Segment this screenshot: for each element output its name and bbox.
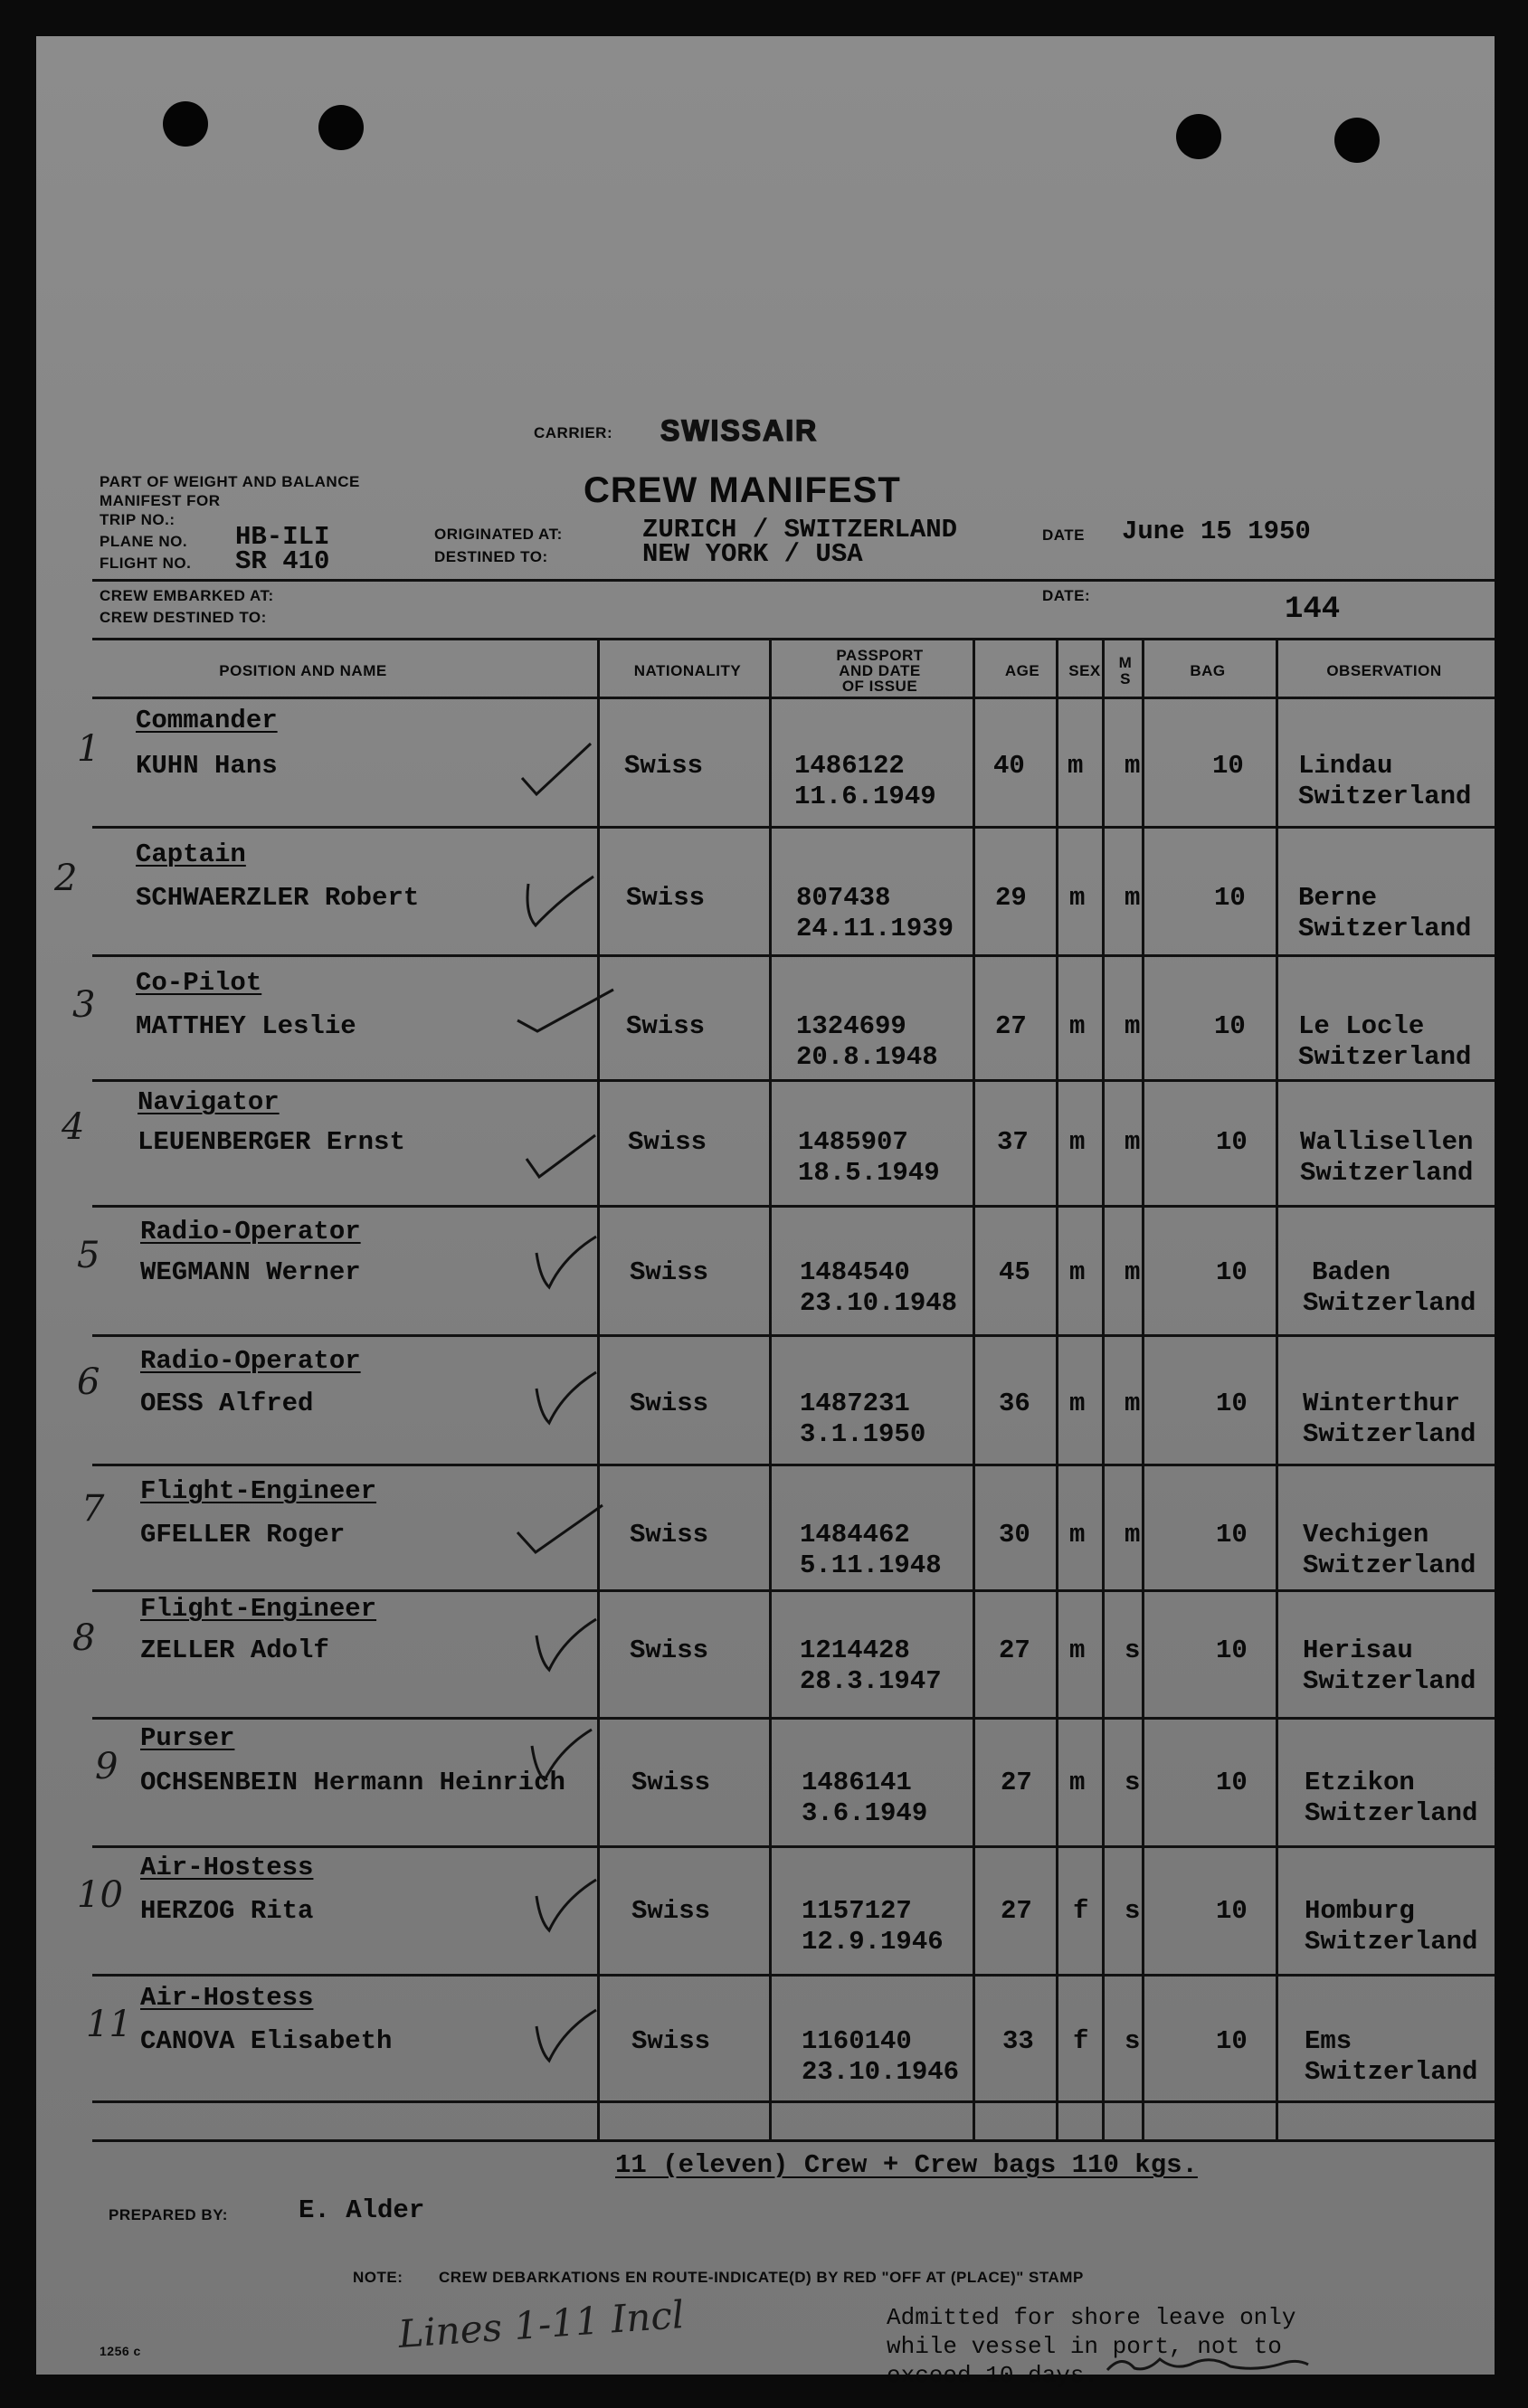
part-of-label: PART OF WEIGHT AND BALANCE	[100, 473, 360, 490]
row-number: 8	[72, 1617, 96, 1659]
observation-city: Winterthur	[1303, 1389, 1461, 1418]
observation-city: Lindau	[1298, 751, 1393, 781]
sex: f	[1073, 1896, 1089, 1926]
passport-issue-date: 3.6.1949	[802, 1798, 928, 1828]
reference-number: 144	[1285, 593, 1341, 627]
carrier-logo: SWISSAIR	[660, 414, 819, 447]
column-rule	[1056, 638, 1058, 2139]
column-rule	[1142, 638, 1144, 2139]
manifest-for-label: MANIFEST FOR	[100, 492, 221, 509]
passport-issue-date: 20.8.1948	[796, 1042, 938, 1072]
observation-country: Switzerland	[1303, 1419, 1476, 1449]
col-passport-l2: AND DATE	[839, 662, 921, 679]
crew-role: Captain	[136, 839, 246, 869]
age: 40	[993, 751, 1025, 781]
col-ms-l1: M	[1118, 654, 1133, 671]
row-rule	[92, 826, 1495, 829]
row-rule	[92, 1589, 1495, 1592]
age: 27	[1001, 1896, 1032, 1926]
age: 37	[997, 1127, 1029, 1157]
bag: 10	[1216, 1389, 1248, 1418]
sex: m	[1069, 1520, 1086, 1550]
observation-country: Switzerland	[1305, 1798, 1478, 1828]
originated-label: ORIGINATED AT:	[434, 526, 563, 543]
punch-hole	[163, 101, 208, 147]
check-mark-icon	[523, 873, 595, 927]
observation-country: Switzerland	[1298, 914, 1472, 943]
passport-issue-date: 12.9.1946	[802, 1927, 944, 1957]
crew-name: CANOVA Elisabeth	[140, 2026, 393, 2056]
marital-status: m	[1125, 1011, 1141, 1041]
originated-value: ZURICH / SWITZERLAND	[642, 515, 958, 545]
bag: 10	[1216, 1635, 1248, 1665]
stamp-line-2: while vessel in port, not to	[887, 2333, 1282, 2360]
row-number: 2	[54, 858, 78, 899]
carrier-label: CARRIER:	[534, 424, 613, 441]
col-nationality: NATIONALITY	[633, 662, 742, 679]
col-passport-l3: OF ISSUE	[841, 678, 918, 695]
prepared-by-label: PREPARED BY:	[109, 2206, 228, 2223]
crew-role: Navigator	[138, 1087, 280, 1117]
bag: 10	[1216, 1257, 1248, 1287]
observation-city: Homburg	[1305, 1896, 1415, 1926]
crew-name: HERZOG Rita	[140, 1896, 314, 1926]
check-mark-icon	[525, 1126, 597, 1180]
passport-number: 1214428	[800, 1635, 910, 1665]
col-ms-l2: S	[1120, 670, 1131, 687]
sex: m	[1069, 1635, 1086, 1665]
observation-city: Vechigen	[1303, 1520, 1429, 1550]
age: 30	[999, 1520, 1030, 1550]
check-mark-icon	[516, 986, 615, 1040]
row-rule	[92, 1464, 1495, 1466]
form-number: 1256 c	[100, 2344, 141, 2358]
crew-name: WEGMANN Werner	[140, 1257, 361, 1287]
bag: 10	[1216, 1520, 1248, 1550]
row-number: 10	[77, 1874, 123, 1916]
marital-status: m	[1125, 1127, 1141, 1157]
sex: m	[1068, 751, 1084, 781]
bag: 10	[1216, 1896, 1248, 1926]
observation-city: Baden	[1312, 1257, 1391, 1287]
marital-status: s	[1125, 1768, 1141, 1797]
marital-status: m	[1125, 883, 1141, 913]
totals-line: 11 (eleven) Crew + Crew bags 110 kgs.	[615, 2150, 1198, 2180]
passport-issue-date: 23.10.1948	[800, 1288, 958, 1318]
nationality: Swiss	[631, 2026, 711, 2056]
passport-number: 1157127	[802, 1896, 912, 1926]
note-label: NOTE:	[353, 2269, 403, 2286]
sex: m	[1069, 883, 1086, 913]
passport-issue-date: 5.11.1948	[800, 1550, 942, 1580]
row-number: 6	[77, 1361, 100, 1403]
age: 27	[999, 1635, 1030, 1665]
nationality: Swiss	[630, 1635, 709, 1665]
col-sex: SEX	[1068, 662, 1101, 679]
stamp-line-1: Admitted for shore leave only	[887, 2304, 1296, 2331]
bag: 10	[1214, 883, 1246, 913]
col-observation: OBSERVATION	[1326, 662, 1442, 679]
nationality: Swiss	[630, 1520, 709, 1550]
date-value: June 15 1950	[1122, 517, 1311, 546]
bag: 10	[1216, 2026, 1248, 2056]
nationality: Swiss	[626, 1011, 706, 1041]
col-passport-l1: PASSPORT	[836, 647, 924, 664]
bag: 10	[1216, 1768, 1248, 1797]
date2-label: DATE:	[1042, 587, 1091, 604]
sex: m	[1069, 1127, 1086, 1157]
passport-issue-date: 11.6.1949	[794, 782, 936, 811]
check-mark-icon	[520, 742, 593, 796]
sex: m	[1069, 1389, 1086, 1418]
column-rule	[769, 638, 772, 2139]
passport-number: 1487231	[800, 1389, 910, 1418]
column-rule	[1276, 638, 1278, 2139]
flight-no-label: FLIGHT NO.	[100, 555, 192, 572]
crew-name: SCHWAERZLER Robert	[136, 883, 420, 913]
row-number: 4	[62, 1106, 85, 1148]
embarked-label: CREW EMBARKED AT:	[100, 587, 274, 604]
nationality: Swiss	[631, 1768, 711, 1797]
check-mark-icon	[529, 1235, 602, 1289]
crew-role: Air-Hostess	[140, 1983, 314, 2013]
check-mark-icon	[529, 1617, 602, 1672]
date-label: DATE	[1042, 526, 1086, 544]
crew-name: LEUENBERGER Ernst	[138, 1127, 405, 1157]
marital-status: m	[1125, 1257, 1141, 1287]
observation-city: Le Locle	[1298, 1011, 1425, 1041]
divider	[92, 638, 1495, 640]
crew-name: OCHSENBEIN Hermann Heinrich	[140, 1768, 565, 1797]
crew-role: Flight-Engineer	[140, 1594, 377, 1624]
punch-hole	[1334, 118, 1380, 163]
passport-number: 1486122	[794, 751, 905, 781]
row-number: 11	[86, 2004, 132, 2045]
nationality: Swiss	[626, 883, 706, 913]
marital-status: s	[1125, 1896, 1141, 1926]
col-bag: BAG	[1190, 662, 1226, 679]
observation-country: Switzerland	[1298, 782, 1472, 811]
marital-status: s	[1125, 2026, 1141, 2056]
row-rule	[92, 1845, 1495, 1848]
sex: m	[1069, 1768, 1086, 1797]
observation-city: Herisau	[1303, 1635, 1413, 1665]
observation-city: Etzikon	[1305, 1768, 1415, 1797]
crew-name: OESS Alfred	[140, 1389, 314, 1418]
sex: f	[1073, 2026, 1089, 2056]
age: 36	[999, 1389, 1030, 1418]
observation-city: Berne	[1298, 883, 1378, 913]
age: 29	[995, 883, 1027, 913]
bag: 10	[1216, 1127, 1248, 1157]
marital-status: s	[1125, 1635, 1141, 1665]
observation-country: Switzerland	[1305, 2057, 1478, 2087]
crew-role: Purser	[140, 1723, 235, 1753]
row-rule	[92, 1205, 1495, 1208]
row-number: 9	[95, 1746, 119, 1787]
marital-status: m	[1125, 1389, 1141, 1418]
observation-country: Switzerland	[1303, 1666, 1476, 1696]
nationality: Swiss	[624, 751, 704, 781]
crew-name: KUHN Hans	[136, 751, 278, 781]
punch-hole	[1176, 114, 1221, 159]
observation-country: Switzerland	[1303, 1288, 1476, 1318]
divider	[92, 579, 1495, 582]
crew-role: Flight-Engineer	[140, 1476, 377, 1506]
row-number: 3	[72, 984, 96, 1026]
row-number: 5	[77, 1235, 100, 1276]
observation-country: Switzerland	[1298, 1042, 1472, 1072]
row-rule	[92, 1334, 1495, 1337]
handwritten-note: Lines 1-11 Incl	[396, 2292, 686, 2356]
signature-icon	[1104, 2352, 1312, 2375]
row-rule	[92, 1079, 1495, 1082]
crew-name: ZELLER Adolf	[140, 1635, 329, 1665]
passport-number: 1485907	[798, 1127, 908, 1157]
sex: m	[1069, 1257, 1086, 1287]
destined-label: DESTINED TO:	[434, 548, 548, 565]
passport-issue-date: 24.11.1939	[796, 914, 954, 943]
observation-country: Switzerland	[1305, 1927, 1478, 1957]
nationality: Swiss	[628, 1127, 707, 1157]
nationality: Swiss	[630, 1257, 709, 1287]
passport-number: 1484540	[800, 1257, 910, 1287]
row-rule	[92, 954, 1495, 957]
header-rule	[92, 697, 1495, 699]
passport-issue-date: 3.1.1950	[800, 1419, 926, 1449]
sex: m	[1069, 1011, 1086, 1041]
marital-status: m	[1125, 1520, 1141, 1550]
observation-city: Wallisellen	[1300, 1127, 1474, 1157]
check-mark-icon	[529, 1370, 602, 1425]
crew-name: GFELLER Roger	[140, 1520, 346, 1550]
plane-no-label: PLANE NO.	[100, 533, 188, 550]
check-mark-icon	[529, 1878, 602, 1932]
crew-role: Radio-Operator	[140, 1217, 361, 1247]
row-rule	[92, 1974, 1495, 1977]
row-rule	[92, 2139, 1495, 2142]
bag: 10	[1214, 1011, 1246, 1041]
check-mark-icon	[516, 1502, 606, 1556]
crew-destined-label: CREW DESTINED TO:	[100, 609, 267, 626]
stamp-line-3: exceed 10 days.	[887, 2362, 1099, 2389]
crew-role: Co-Pilot	[136, 968, 262, 998]
page-title: CREW MANIFEST	[584, 470, 901, 510]
marital-status: m	[1125, 751, 1141, 781]
crew-name: MATTHEY Leslie	[136, 1011, 356, 1041]
passport-number: 1324699	[796, 1011, 906, 1041]
passport-issue-date: 18.5.1949	[798, 1158, 940, 1188]
punch-hole	[318, 105, 364, 150]
check-mark-icon	[529, 2008, 602, 2062]
passport-issue-date: 23.10.1946	[802, 2057, 960, 2087]
observation-country: Switzerland	[1300, 1158, 1474, 1188]
crew-role: Air-Hostess	[140, 1853, 314, 1882]
column-rule	[973, 638, 975, 2139]
bag: 10	[1212, 751, 1244, 781]
age: 33	[1002, 2026, 1034, 2056]
col-age: AGE	[1004, 662, 1040, 679]
passport-number: 1486141	[802, 1768, 912, 1797]
col-position: POSITION AND NAME	[219, 662, 387, 679]
age: 45	[999, 1257, 1030, 1287]
flight-no-value: SR 410	[235, 546, 330, 576]
note-text: CREW DEBARKATIONS EN ROUTE-INDICATE(D) BY RED "OFF AT (PLACE)" STAMP	[439, 2269, 1084, 2286]
row-number: 7	[81, 1488, 105, 1530]
observation-country: Switzerland	[1303, 1550, 1476, 1580]
passport-issue-date: 28.3.1947	[800, 1666, 942, 1696]
age: 27	[995, 1011, 1027, 1041]
crew-role: Radio-Operator	[140, 1346, 361, 1376]
destined-value: NEW YORK / USA	[642, 539, 863, 569]
passport-number: 807438	[796, 883, 891, 913]
manifest-sheet	[36, 36, 1495, 2389]
passport-number: 1484462	[800, 1520, 910, 1550]
passport-number: 1160140	[802, 2026, 912, 2056]
row-rule	[92, 2100, 1495, 2103]
row-number: 1	[77, 728, 100, 770]
nationality: Swiss	[630, 1389, 709, 1418]
nationality: Swiss	[631, 1896, 711, 1926]
plane-no-value: HB-ILI	[235, 522, 330, 552]
column-rule	[1102, 638, 1105, 2139]
crew-role: Commander	[136, 706, 278, 735]
row-rule	[92, 1717, 1495, 1720]
trip-no-label: TRIP NO.:	[100, 511, 176, 528]
check-mark-icon	[525, 1728, 597, 1782]
prepared-by-value: E. Alder	[299, 2195, 425, 2225]
observation-city: Ems	[1305, 2026, 1352, 2056]
age: 27	[1001, 1768, 1032, 1797]
